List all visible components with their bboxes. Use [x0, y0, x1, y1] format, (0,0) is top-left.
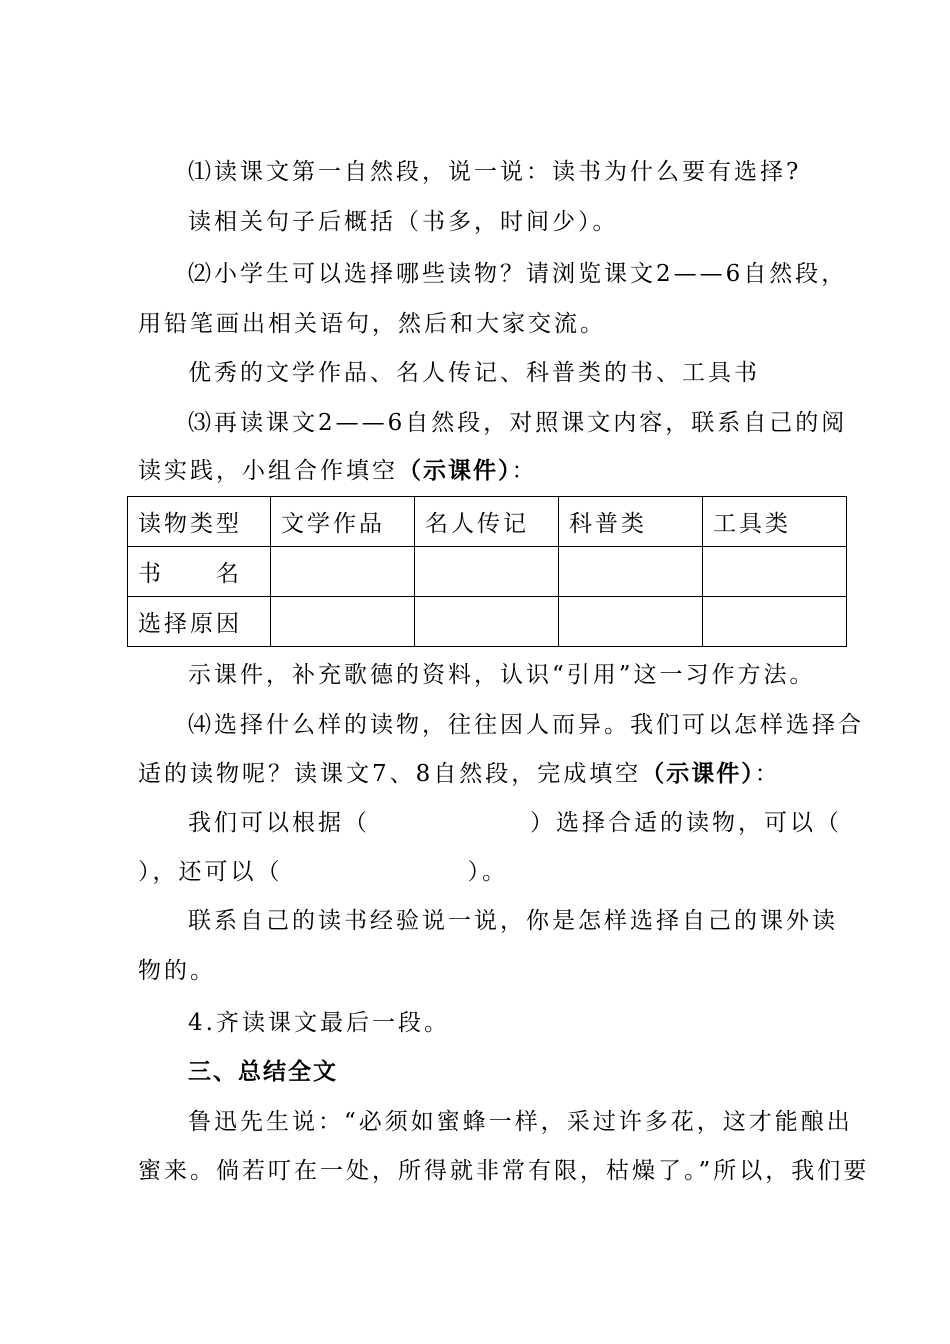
table-cell	[559, 597, 703, 647]
table-row	[128, 597, 847, 647]
fill-blank-text: 我们可以根据（	[188, 810, 370, 836]
paragraph-q1-answer: 读相关句子后概括（书多，时间少）。	[188, 209, 619, 235]
paragraph-q2-line1: ⑵小学生可以选择哪些读物？请浏览课文2——6自然段，	[188, 261, 848, 287]
section-heading-summary: 三、总结全文	[188, 1059, 338, 1085]
table-row-label: 选择原因	[128, 597, 271, 647]
table-row-label: 书 名	[128, 547, 271, 597]
paragraph-q1: ⑴读课文第一自然段，说一说：读书为什么要有选择?	[188, 159, 802, 185]
paragraph-q4-line2	[138, 759, 838, 789]
table-header-row	[128, 497, 847, 547]
fill-blank-text: ）选择合适的读物，可以（	[530, 810, 842, 836]
table-cell	[703, 547, 847, 597]
reading-materials-table	[127, 496, 847, 647]
paragraph-q3-line2	[138, 456, 838, 486]
q3-text: 读实践，小组合作填空	[138, 458, 398, 484]
fill-blank-line1	[188, 808, 842, 838]
table-header-cell: 文学作品	[271, 497, 415, 547]
table-cell	[415, 547, 559, 597]
paragraph-q2-line2: 用铅笔画出相关语句，然后和大家交流。	[138, 311, 606, 337]
paragraph-read-aloud: 4.齐读课文最后一段。	[188, 1010, 450, 1036]
table-cell	[559, 547, 703, 597]
fill-blank-text: ）。	[467, 859, 508, 885]
table-cell	[703, 597, 847, 647]
table-cell	[271, 547, 415, 597]
table-header-cell: 工具类	[703, 497, 847, 547]
q3-colon: ：	[511, 458, 538, 484]
paragraph-lu-xun-line2: 蜜来。倘若叮在一处，所得就非常有限，枯燥了。”所以，我们要	[138, 1158, 870, 1184]
q4-text: 适的读物呢？读课文7、8自然段，完成填空	[138, 761, 642, 787]
paragraph-goethe: 示课件，补充歌德的资料，认识“引用”这一习作方法。	[188, 662, 816, 688]
table-cell	[271, 597, 415, 647]
table-row	[128, 547, 847, 597]
table-header-cell: 读物类型	[128, 497, 271, 547]
paragraph-q4-line1: ⑷选择什么样的读物，往往因人而异。我们可以怎样选择合	[188, 712, 864, 738]
paragraph-experience-line1: 联系自己的读书经验说一说，你是怎样选择自己的课外读	[188, 908, 838, 934]
fill-blank-text: ），还可以（	[138, 859, 283, 885]
q4-colon: ：	[754, 761, 781, 787]
table-header-cell: 科普类	[559, 497, 703, 547]
table-header-cell: 名人传记	[415, 497, 559, 547]
q3-courseware-note: （示课件）	[398, 458, 512, 484]
fill-blank-line2	[138, 857, 838, 887]
paragraph-lu-xun-line1: 鲁迅先生说：“必须如蜜蜂一样，采过许多花，这才能酿出	[188, 1109, 853, 1135]
paragraph-experience-line2: 物的。	[138, 958, 216, 984]
paragraph-q2-answer: 优秀的文学作品、名人传记、科普类的书、工具书	[188, 360, 760, 386]
q4-courseware-note: （示课件）	[641, 761, 755, 787]
table-cell	[415, 597, 559, 647]
paragraph-q3-line1: ⑶再读课文2——6自然段，对照课文内容，联系自己的阅	[188, 410, 848, 436]
